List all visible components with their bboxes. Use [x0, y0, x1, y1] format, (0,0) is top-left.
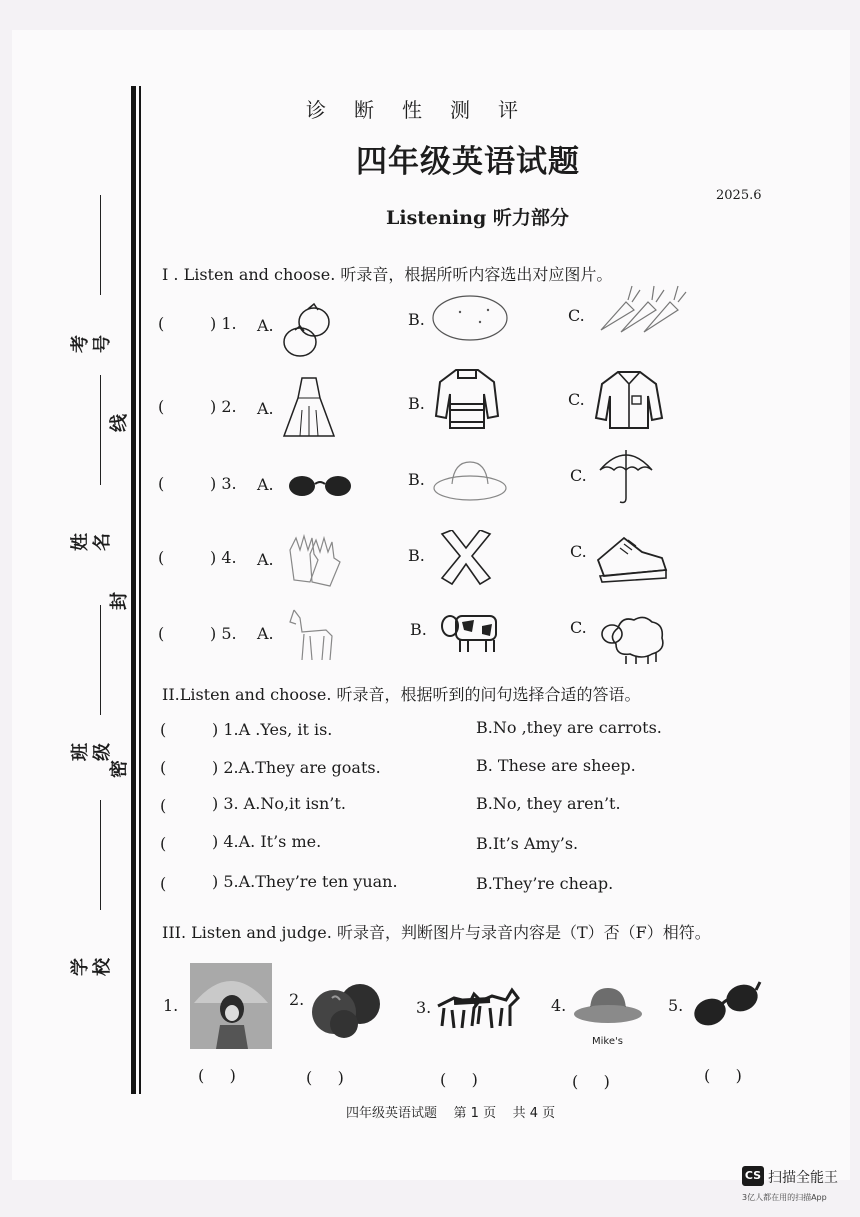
item-number: 3. [416, 998, 432, 1017]
option-b-label: B. [410, 620, 427, 639]
name-label: 姓名 [70, 533, 113, 551]
line-mark: 线 [109, 414, 130, 432]
item-number: 4. [551, 996, 567, 1015]
carrot-icon [596, 280, 692, 336]
option-a-text: ) 5.A.They’re ten yuan. [212, 872, 398, 891]
option-a-label: A. [257, 475, 274, 494]
hat-caption: Mike's [592, 1036, 623, 1047]
answer-paren-open: ( [160, 874, 167, 893]
item-number: 2. [289, 990, 305, 1009]
scanner-app-name: 扫描全能王 [768, 1170, 838, 1186]
option-a-label: A. [257, 316, 274, 335]
option-a-label: A. [257, 624, 274, 643]
option-a-text: ) 1.A .Yes, it is. [212, 720, 333, 739]
option-c-label: C. [570, 618, 587, 637]
answer-parens: ( ) [572, 1072, 610, 1091]
apples-photo [308, 982, 384, 1038]
option-a-text: ) 4.A. It’s me. [212, 832, 322, 851]
school-write-line [100, 800, 101, 910]
exam-date: 2025.6 [716, 188, 762, 203]
exam-no-write-line [100, 195, 101, 295]
part-subtitle: Listening 听力部分 [386, 207, 569, 229]
option-b-label: B. [408, 470, 425, 489]
answer-paren-open: ( [160, 834, 167, 853]
answer-parens: ( ) [198, 1066, 236, 1085]
scanner-tagline: 3亿人都在用的扫描App [742, 1193, 827, 1202]
section3-heading: III. Listen and judge. 听录音，判断图片与录音内容是（T）否（F）相符。 [162, 923, 711, 942]
section2-heading: II.Listen and choose. 听录音，根据听到的问句选择合适的答语。 [162, 685, 641, 704]
option-c-label: C. [568, 306, 585, 325]
girl-umbrella-photo [190, 963, 272, 1049]
option-b-label: B. [408, 546, 425, 565]
school-label: 学校 [70, 958, 113, 976]
sheep-icon [598, 612, 668, 666]
sunglasses-icon [286, 472, 354, 500]
answer-paren-open: ( [158, 474, 165, 493]
exam-no-label: 考号 [70, 335, 113, 353]
seal-mark: 封 [109, 592, 130, 610]
shirt-icon [594, 368, 664, 430]
answer-paren-open: ( [160, 720, 167, 739]
class-write-line [100, 605, 101, 715]
horse-icon [286, 606, 338, 664]
title-top: 诊断性测评 [306, 98, 546, 122]
horses-photo [434, 986, 522, 1034]
option-b-text: B.No ,they are carrots. [476, 718, 662, 737]
page-footer: 四年级英语试题 第 1 页 共 4 页 [346, 1106, 556, 1121]
answer-paren-open: ( [160, 796, 167, 815]
page-title: 四年级英语试题 [356, 144, 580, 180]
item-number: 5. [668, 996, 684, 1015]
scarf-icon [436, 530, 496, 586]
option-b-label: B. [408, 394, 425, 413]
scanner-logo: CS [742, 1166, 764, 1186]
option-a-label: A. [257, 550, 274, 569]
answer-parens: ( ) [440, 1070, 478, 1089]
cow-icon [440, 608, 500, 654]
answer-paren-open: ( [158, 548, 165, 567]
gloves-icon [284, 530, 344, 590]
answer-parens: ( ) [306, 1068, 344, 1087]
question-number: ) 2. [210, 397, 237, 416]
option-a-text: ) 2.A.They are goats. [212, 758, 381, 777]
answer-paren-open: ( [160, 758, 167, 777]
answer-paren-open: ( [158, 624, 165, 643]
option-b-text: B.It’s Amy’s. [476, 834, 579, 853]
binding-thick-line [131, 86, 136, 1094]
hat-icon [430, 458, 508, 504]
potato-icon [430, 292, 510, 344]
answer-paren-open: ( [158, 314, 165, 333]
option-a-label: A. [257, 399, 274, 418]
option-c-label: C. [570, 466, 587, 485]
question-number: ) 3. [210, 474, 237, 493]
hat-photo [572, 982, 644, 1032]
name-write-line [100, 375, 101, 485]
answer-paren-open: ( [158, 397, 165, 416]
class-label: 班级 [70, 743, 113, 761]
option-b-text: B.No, they aren’t. [476, 794, 621, 813]
question-number: ) 1. [210, 314, 237, 333]
section1-heading: I . Listen and choose. 听录音，根据所听内容选出对应图片。 [162, 265, 613, 284]
option-a-text: ) 3. A.No,it isn’t. [212, 794, 346, 813]
sweater-icon [434, 366, 500, 432]
dress-icon [282, 376, 336, 440]
question-number: ) 4. [210, 548, 237, 567]
option-b-text: B. These are sheep. [476, 756, 636, 775]
sneakers-icon [594, 530, 670, 584]
item-number: 1. [163, 996, 179, 1015]
binding-thin-line [139, 86, 141, 1094]
option-c-label: C. [570, 542, 587, 561]
sunglasses-photo [690, 980, 762, 1032]
option-b-text: B.They’re cheap. [476, 874, 614, 893]
answer-parens: ( ) [704, 1066, 742, 1085]
tomato-icon [280, 300, 334, 362]
option-b-label: B. [408, 310, 425, 329]
secret-mark: 密 [109, 760, 130, 778]
option-c-label: C. [568, 390, 585, 409]
umbrella-icon [598, 446, 654, 506]
question-number: ) 5. [210, 624, 237, 643]
